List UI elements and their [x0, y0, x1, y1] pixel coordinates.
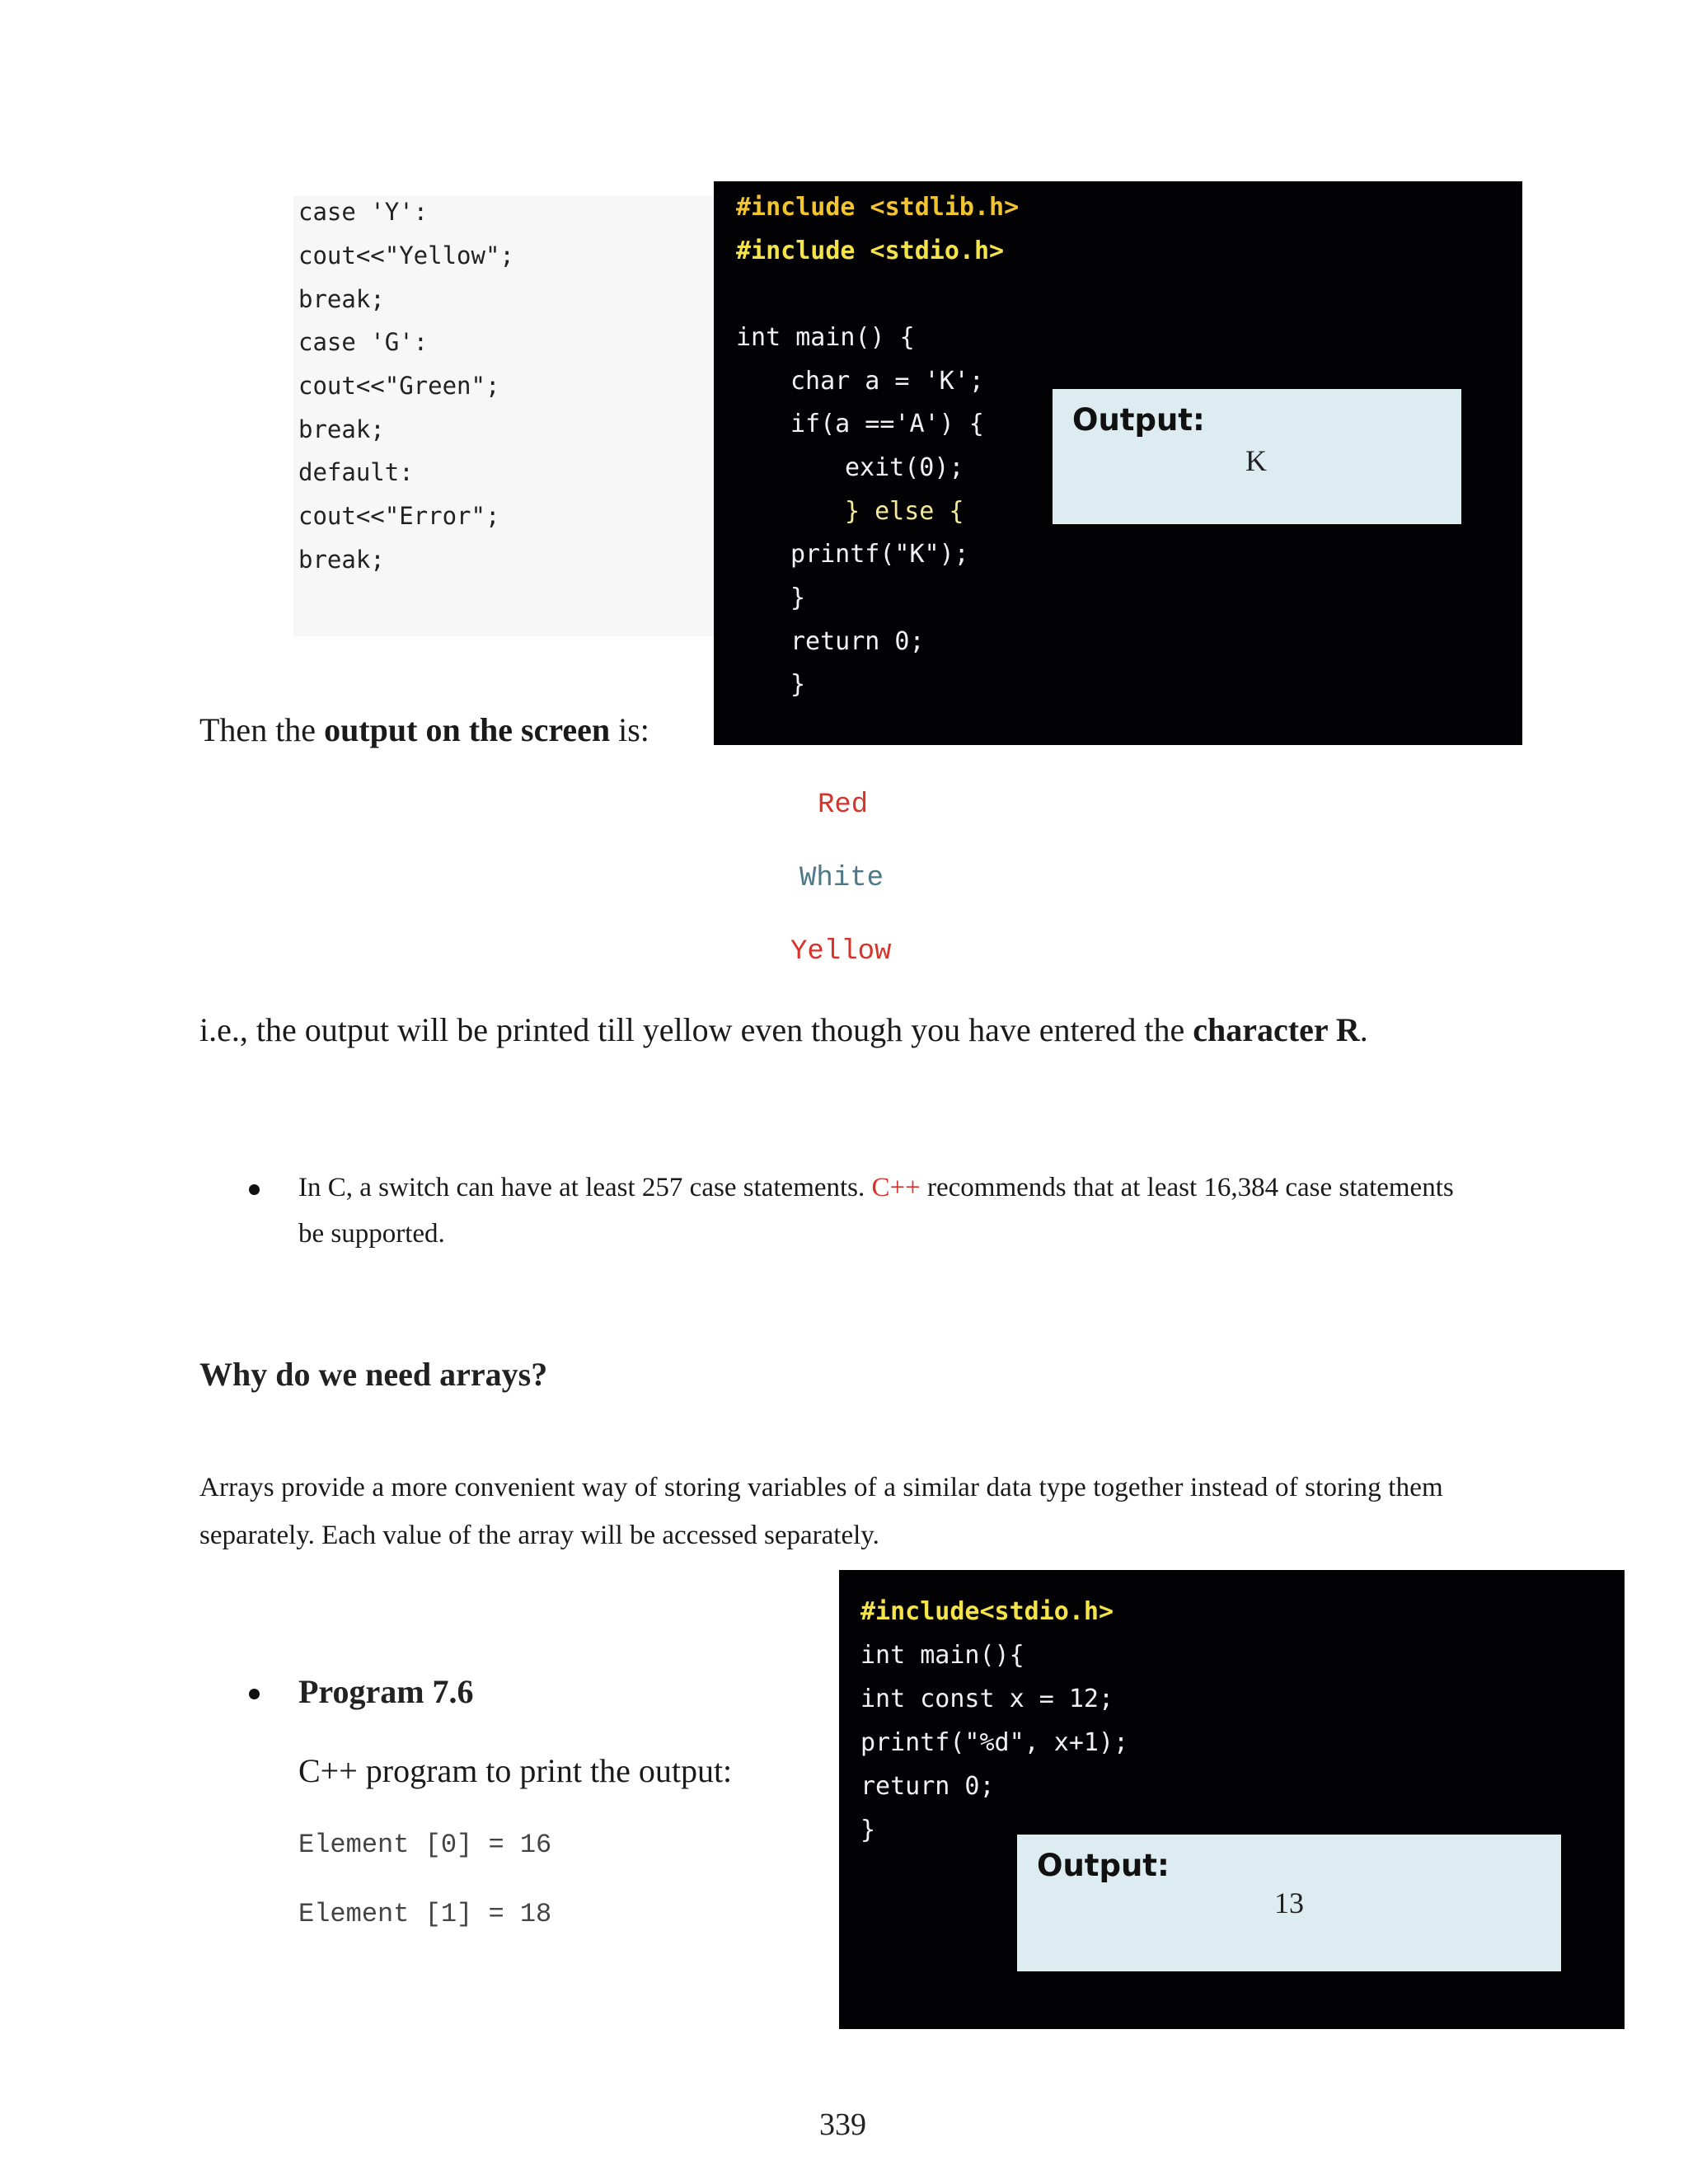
output-box [1017, 1835, 1561, 1971]
code-close-brace: } [790, 583, 806, 612]
code-line: break; [298, 415, 385, 443]
code-line: default: [298, 458, 414, 486]
arrays-para-line2: separately. Each value of the array will be accessed separately. [199, 1521, 879, 1550]
exit-code-panel [714, 181, 1522, 745]
switch-note-line1 [298, 1173, 1502, 1203]
then-output-pre: Then the [199, 711, 325, 748]
element-0-line: Element [0] = 16 [298, 1830, 552, 1860]
output-box [1053, 389, 1461, 524]
ie-bold: character R [1193, 1011, 1360, 1048]
code-line: case 'Y': [298, 198, 429, 226]
code-include-stdio: #include <stdio.h> [736, 237, 1005, 265]
switch-note-line2: be supported. [298, 1219, 445, 1249]
bullet-icon [249, 1689, 260, 1699]
switch-code-snippet [293, 196, 714, 636]
then-output-post: is: [610, 711, 649, 748]
ie-sentence [199, 1010, 1368, 1049]
const-code-panel [839, 1570, 1625, 2029]
output-value: K [1245, 444, 1267, 477]
code-if: if(a =='A') { [790, 410, 984, 438]
cpp-highlight: C++ [871, 1173, 921, 1202]
output-label: Output: [1072, 402, 1205, 438]
code-line: break; [298, 546, 385, 574]
bullet-icon [249, 1184, 260, 1195]
element-1-line: Element [1] = 18 [298, 1899, 552, 1929]
code-exit: exit(0); [845, 453, 964, 482]
page-number: 339 [819, 2107, 866, 2142]
code-printf: printf("K"); [790, 540, 969, 569]
output-label: Output: [1037, 1848, 1170, 1883]
screen-output-yellow: Yellow [790, 936, 892, 968]
output-value: 13 [1274, 1886, 1304, 1919]
screen-output-red: Red [818, 790, 869, 821]
code-include-stdlib: #include <stdlib.h> [736, 193, 1020, 222]
code-main: int main(){ [860, 1641, 1025, 1670]
code-include-stdio: #include<stdio.h> [860, 1597, 1114, 1626]
code-line: break; [298, 285, 385, 313]
program-subtitle: C++ program to print the output: [298, 1752, 733, 1789]
code-line: cout<<"Yellow"; [298, 241, 514, 269]
code-char-decl: char a = 'K'; [790, 367, 984, 396]
arrays-heading: Why do we need arrays? [199, 1356, 548, 1393]
then-output-sentence [199, 710, 649, 749]
code-main: int main() { [736, 323, 915, 352]
code-close-brace: } [790, 670, 806, 699]
arrays-para-line1: Arrays provide a more convenient way of storing variables of a similar data type together instead of storing them [199, 1473, 1443, 1502]
ie-pre: i.e., the output will be printed till yellow even though you have entered the [199, 1011, 1193, 1048]
ie-post: . [1359, 1011, 1368, 1048]
switch-note-part2: recommends that at least 16,384 case statements [920, 1173, 1454, 1202]
then-output-bold: output on the screen [324, 711, 611, 748]
code-printf: printf("%d", x+1); [860, 1728, 1129, 1757]
switch-note-part1: In C, a switch can have at least 257 case statements. [298, 1173, 872, 1202]
program-title: Program 7.6 [298, 1673, 474, 1710]
code-const-decl: int const x = 12; [860, 1685, 1114, 1713]
code-line: cout<<"Error"; [298, 502, 500, 530]
code-line: case 'G': [298, 328, 429, 356]
code-else: } else { [845, 497, 964, 526]
code-return: return 0; [790, 627, 925, 656]
code-close-brace: } [860, 1816, 876, 1844]
screen-output-white: White [799, 863, 884, 894]
code-return: return 0; [860, 1772, 995, 1801]
code-line: cout<<"Green"; [298, 372, 500, 400]
